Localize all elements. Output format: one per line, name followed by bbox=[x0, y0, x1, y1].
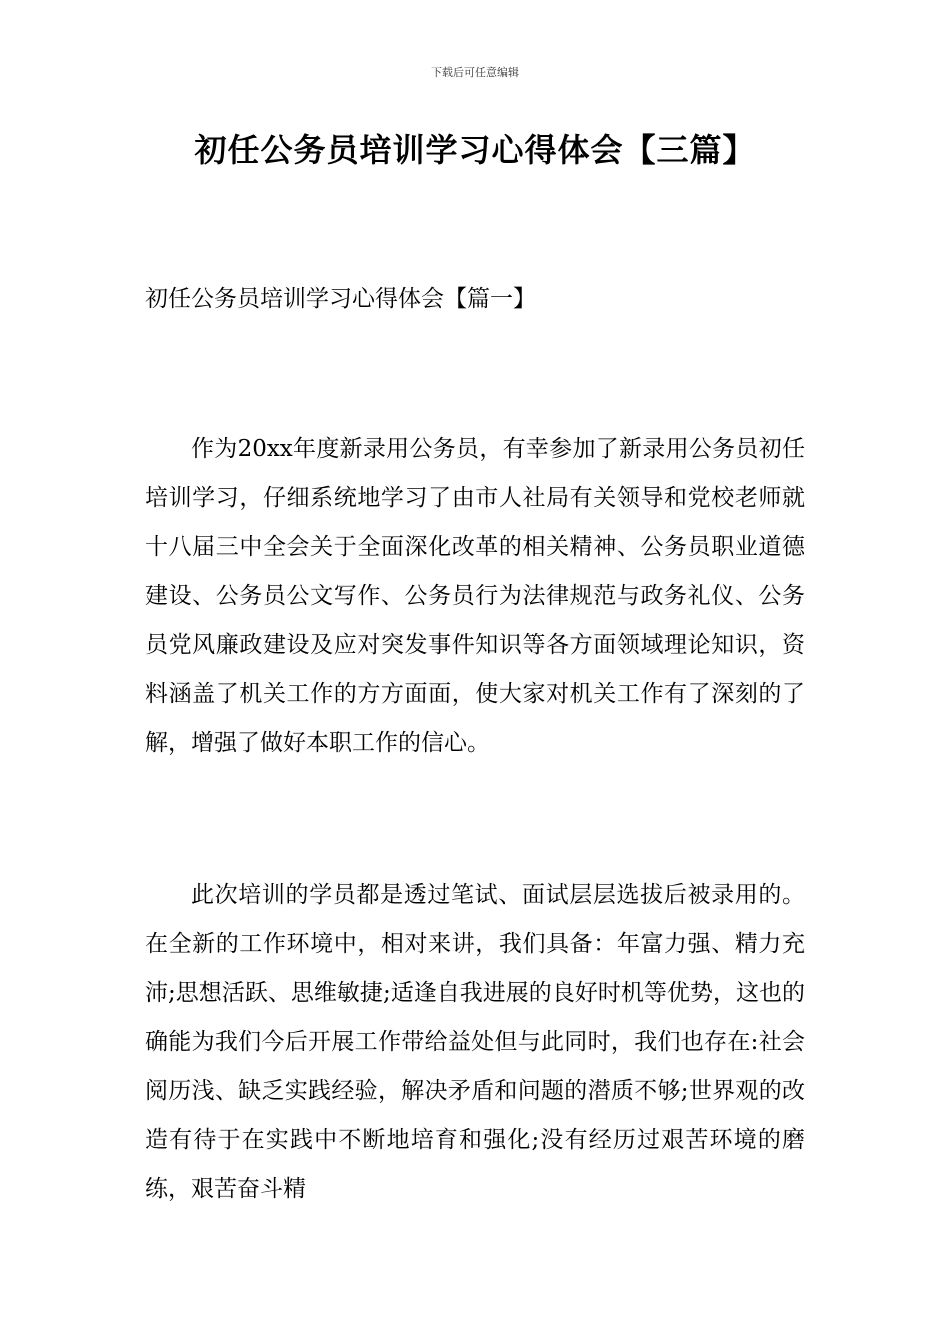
document-title: 初任公务员培训学习心得体会【三篇】 bbox=[194, 131, 756, 169]
section-title: 初任公务员培训学习心得体会【篇一】 bbox=[145, 286, 536, 312]
body-paragraph-2: 此次培训的学员都是透过笔试、面试层层选拔后被录用的。在全新的工作环境中，相对来讲，我们具备：年富力强、精力充沛;思想活跃、思维敏捷;适逢自我进展的良好时机等优势，这也的确能为我们今后开展工作带给益处但与此同时，我们也存在:社会阅历浅、缺乏实践经验，解决矛盾和问题的潜质不够;世界观的改造有待于在实践中不断地培育和强化;没有经历过艰苦环境的磨练，艰苦奋斗精 bbox=[145, 882, 805, 1202]
header-note: 下载后可任意编辑 bbox=[431, 66, 519, 79]
body-paragraph-1: 作为20xx年度新录用公务员，有幸参加了新录用公务员初任培训学习，仔细系统地学习了由市人社局有关领导和党校老师就十八届三中全会关于全面深化改革的相关精神、公务员职业道德建设、公务员公文写作、公务员行为法律规范与政务礼仪、公务员党风廉政建设及应对突发事件知识等各方面领域理论知识，资料涵盖了机关工作的方方面面，使大家对机关工作有了深刻的了解，增强了做好本职工作的信心。 bbox=[145, 436, 805, 756]
